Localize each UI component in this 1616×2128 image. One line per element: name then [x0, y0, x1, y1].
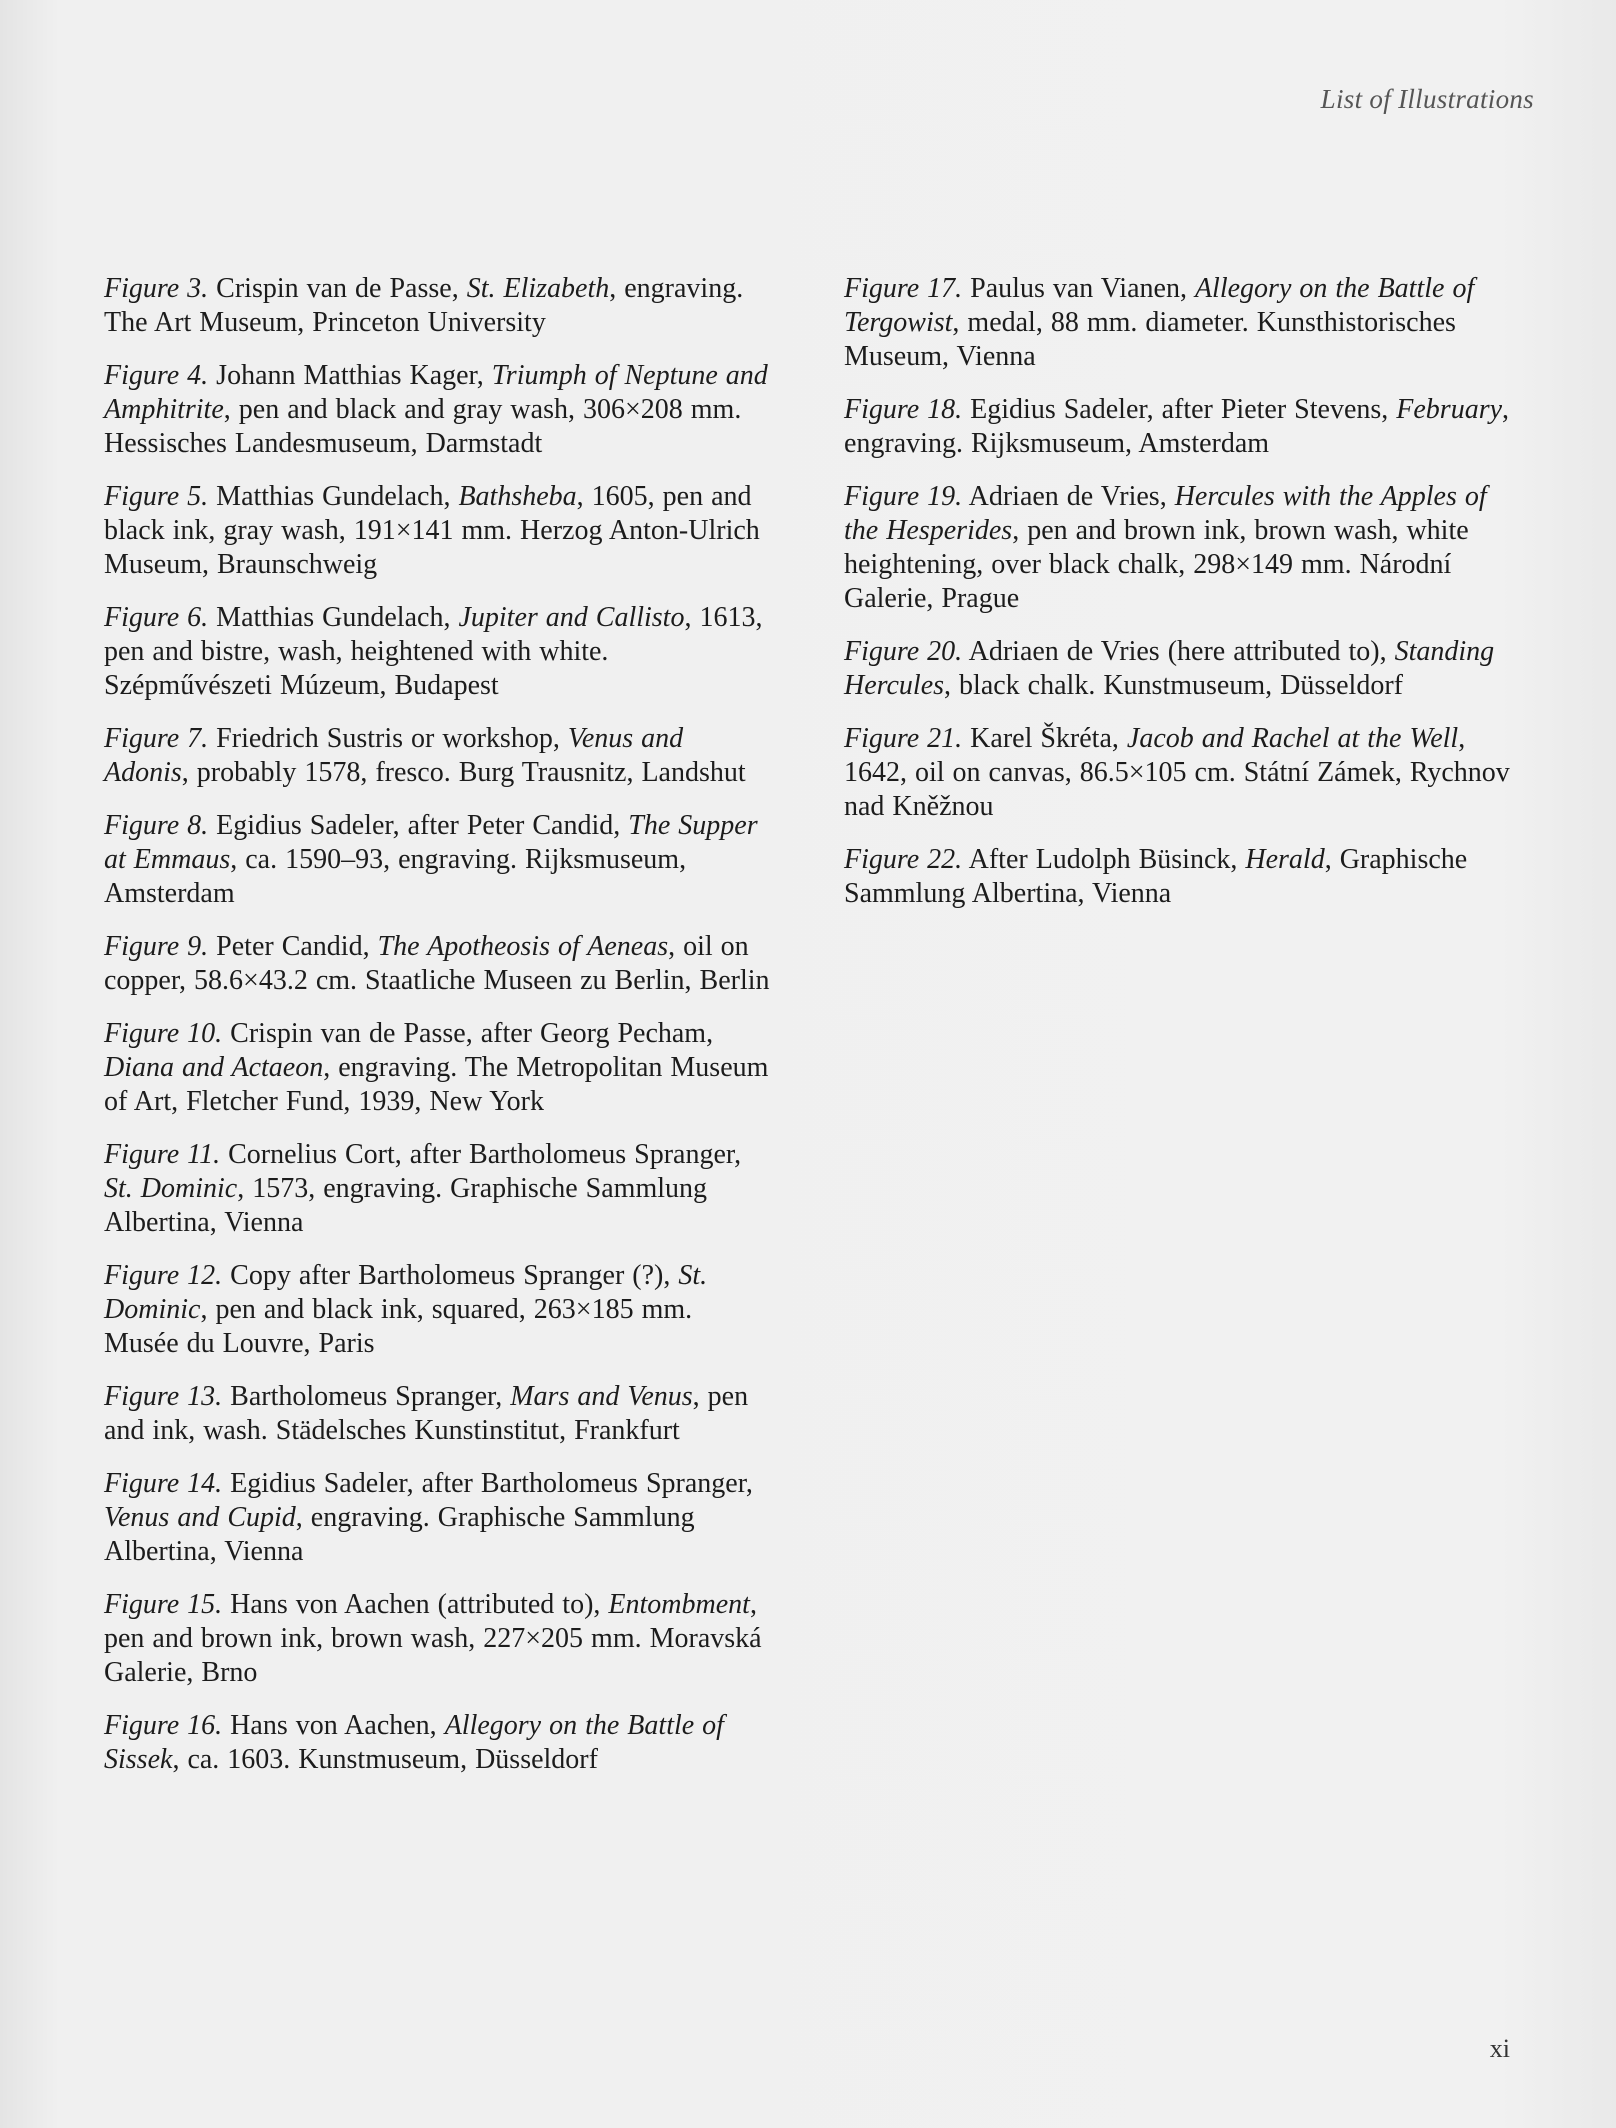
figure-entry [844, 843, 1514, 911]
artwork-title: Hercules with the Apples of the Hesperides [844, 481, 1487, 546]
figure-description: Cornelius Cort, after Bartholomeus Spranger, [220, 1139, 742, 1170]
figure-label: Figure 21. [844, 723, 963, 754]
figure-entry [844, 722, 1514, 824]
figure-description: , 1613, pen and bistre, wash, heightened with white. Szépművészeti Múzeum, Budapest [104, 602, 763, 701]
artwork-title: Jupiter and Callisto [458, 602, 685, 633]
figure-entry [104, 722, 774, 790]
figure-label: Figure 3. [104, 273, 209, 304]
figure-label: Figure 11. [104, 1139, 221, 1170]
figure-description: Paulus van Vianen, [962, 273, 1195, 304]
figure-description: , ca. 1603. Kunstmuseum, Düsseldorf [172, 1744, 598, 1775]
figure-description: Hans von Aachen, [222, 1710, 445, 1741]
artwork-title: St. Dominic [104, 1260, 708, 1325]
figure-description: Karel Škréta, [962, 723, 1127, 754]
artwork-title: Herald [1245, 844, 1325, 875]
figure-entry [104, 1709, 774, 1777]
figure-label: Figure 9. [104, 931, 209, 962]
figure-label: Figure 6. [104, 602, 209, 633]
artwork-title: Entombment [608, 1589, 750, 1620]
figure-description: , pen and brown ink, brown wash, 227×205 mm. Moravská Galerie, Brno [104, 1589, 762, 1688]
figure-description: Friedrich Sustris or workshop, [208, 723, 568, 754]
artwork-title: Diana and Actaeon [104, 1052, 324, 1083]
figure-label: Figure 10. [104, 1018, 223, 1049]
running-head: List of Illustrations [1320, 84, 1534, 114]
figure-entry [104, 601, 774, 703]
artwork-title: Venus and Adonis [104, 723, 684, 788]
figure-label: Figure 14. [104, 1468, 223, 1499]
figure-entry [104, 272, 774, 340]
figure-label: Figure 13. [104, 1381, 223, 1412]
artwork-title: Bathsheba [458, 481, 577, 512]
figure-description: , pen and black and gray wash, 306×208 mm. Hessisches Landesmuseum, Darmstadt [104, 394, 742, 459]
figure-description: Matthias Gundelach, [208, 481, 459, 512]
artwork-title: Standing Hercules [844, 636, 1495, 701]
figure-entry [104, 1017, 774, 1119]
left-column [104, 272, 774, 1796]
figure-entry [104, 930, 774, 998]
figure-entry [844, 393, 1514, 461]
figure-description: Johann Matthias Kager, [208, 360, 492, 391]
figure-entry [844, 635, 1514, 703]
figure-description: , probably 1578, fresco. Burg Trausnitz, Landshut [181, 757, 746, 788]
figure-label: Figure 22. [844, 844, 963, 875]
figure-description: Crispin van de Passe, after Georg Pecham, [222, 1018, 714, 1049]
artwork-title: Allegory on the Battle of Sissek [104, 1710, 724, 1775]
figure-label: Figure 15. [104, 1589, 223, 1620]
figure-description: Adriaen de Vries (here attributed to), [962, 636, 1395, 667]
figure-label: Figure 16. [104, 1710, 223, 1741]
figure-description: After Ludolph Büsinck, [962, 844, 1246, 875]
figure-entry [844, 480, 1514, 616]
figure-description: Bartholomeus Spranger, [222, 1381, 511, 1412]
figure-description: , engraving. The Art Museum, Princeton University [104, 273, 744, 338]
figure-description: Egidius Sadeler, after Bartholomeus Spranger, [222, 1468, 753, 1499]
artwork-title: Venus and Cupid [104, 1502, 296, 1533]
figure-label: Figure 12. [104, 1260, 223, 1291]
figure-entry [844, 272, 1514, 374]
artwork-title: St. Dominic [104, 1173, 238, 1204]
figure-label: Figure 8. [104, 810, 209, 841]
figure-entry [104, 480, 774, 582]
figure-description: , Graphische Sammlung Albertina, Vienna [844, 844, 1468, 909]
figure-description: , engraving. The Metropolitan Museum of Art, Fletcher Fund, 1939, New York [104, 1052, 769, 1117]
figure-label: Figure 4. [104, 360, 209, 391]
figure-description: Peter Candid, [208, 931, 378, 962]
figure-description: , medal, 88 mm. diameter. Kunsthistorisches Museum, Vienna [844, 307, 1456, 372]
figure-label: Figure 17. [844, 273, 963, 304]
artwork-title: February [1396, 394, 1503, 425]
right-column [844, 272, 1514, 930]
figure-description: Copy after Bartholomeus Spranger (?), [222, 1260, 679, 1291]
artwork-title: Jacob and Rachel at the Well [1126, 723, 1459, 754]
figure-entry [104, 809, 774, 911]
artwork-title: The Apotheosis of Aeneas [377, 931, 669, 962]
figure-label: Figure 18. [844, 394, 963, 425]
figure-description: Egidius Sadeler, after Pieter Stevens, [962, 394, 1397, 425]
artwork-title: The Supper at Emmaus [104, 810, 758, 875]
artwork-title: Allegory on the Battle of Tergowist [844, 273, 1475, 338]
figure-entry [104, 1138, 774, 1240]
figure-description: , engraving. Rijksmuseum, Amsterdam [844, 394, 1510, 459]
figure-entry [104, 1380, 774, 1448]
figure-description: Matthias Gundelach, [208, 602, 459, 633]
figure-description: , oil on copper, 58.6×43.2 cm. Staatliche Museen zu Berlin, Berlin [104, 931, 770, 996]
figure-description: Hans von Aachen (attributed to), [222, 1589, 609, 1620]
figure-entry [104, 1588, 774, 1690]
figure-description: , ca. 1590–93, engraving. Rijksmuseum, Amsterdam [104, 844, 687, 909]
figure-label: Figure 5. [104, 481, 209, 512]
figure-description: , 1642, oil on canvas, 86.5×105 cm. Státní Zámek, Rychnov nad Kněžnou [844, 723, 1510, 822]
figure-label: Figure 7. [104, 723, 209, 754]
figure-entry [104, 1259, 774, 1361]
page-number: xi [1489, 2034, 1510, 2063]
figure-description: Crispin van de Passe, [208, 273, 467, 304]
figure-description: , pen and brown ink, brown wash, white heightening, over black chalk, 298×149 mm. Národní Galerie, Prague [844, 515, 1469, 614]
figure-description: , black chalk. Kunstmuseum, Düsseldorf [944, 670, 1403, 701]
figure-description: Adriaen de Vries, [962, 481, 1175, 512]
artwork-title: St. Elizabeth [466, 273, 610, 304]
figure-description: , 1573, engraving. Graphische Sammlung Albertina, Vienna [104, 1173, 708, 1238]
figure-description: , engraving. Graphische Sammlung Albertina, Vienna [104, 1502, 695, 1567]
figure-entry [104, 1467, 774, 1569]
figure-label: Figure 19. [844, 481, 963, 512]
figure-description: Egidius Sadeler, after Peter Candid, [208, 810, 629, 841]
figure-description: , pen and black ink, squared, 263×185 mm. Musée du Louvre, Paris [104, 1294, 693, 1359]
figure-entry [104, 359, 774, 461]
figure-description: , pen and ink, wash. Städelsches Kunstinstitut, Frankfurt [104, 1381, 749, 1446]
figure-description: , 1605, pen and black ink, gray wash, 191×141 mm. Herzog Anton-Ulrich Museum, Braunschweig [104, 481, 760, 580]
artwork-title: Mars and Venus [510, 1381, 693, 1412]
artwork-title: Triumph of Neptune and Amphitrite [104, 360, 768, 425]
figure-label: Figure 20. [844, 636, 963, 667]
